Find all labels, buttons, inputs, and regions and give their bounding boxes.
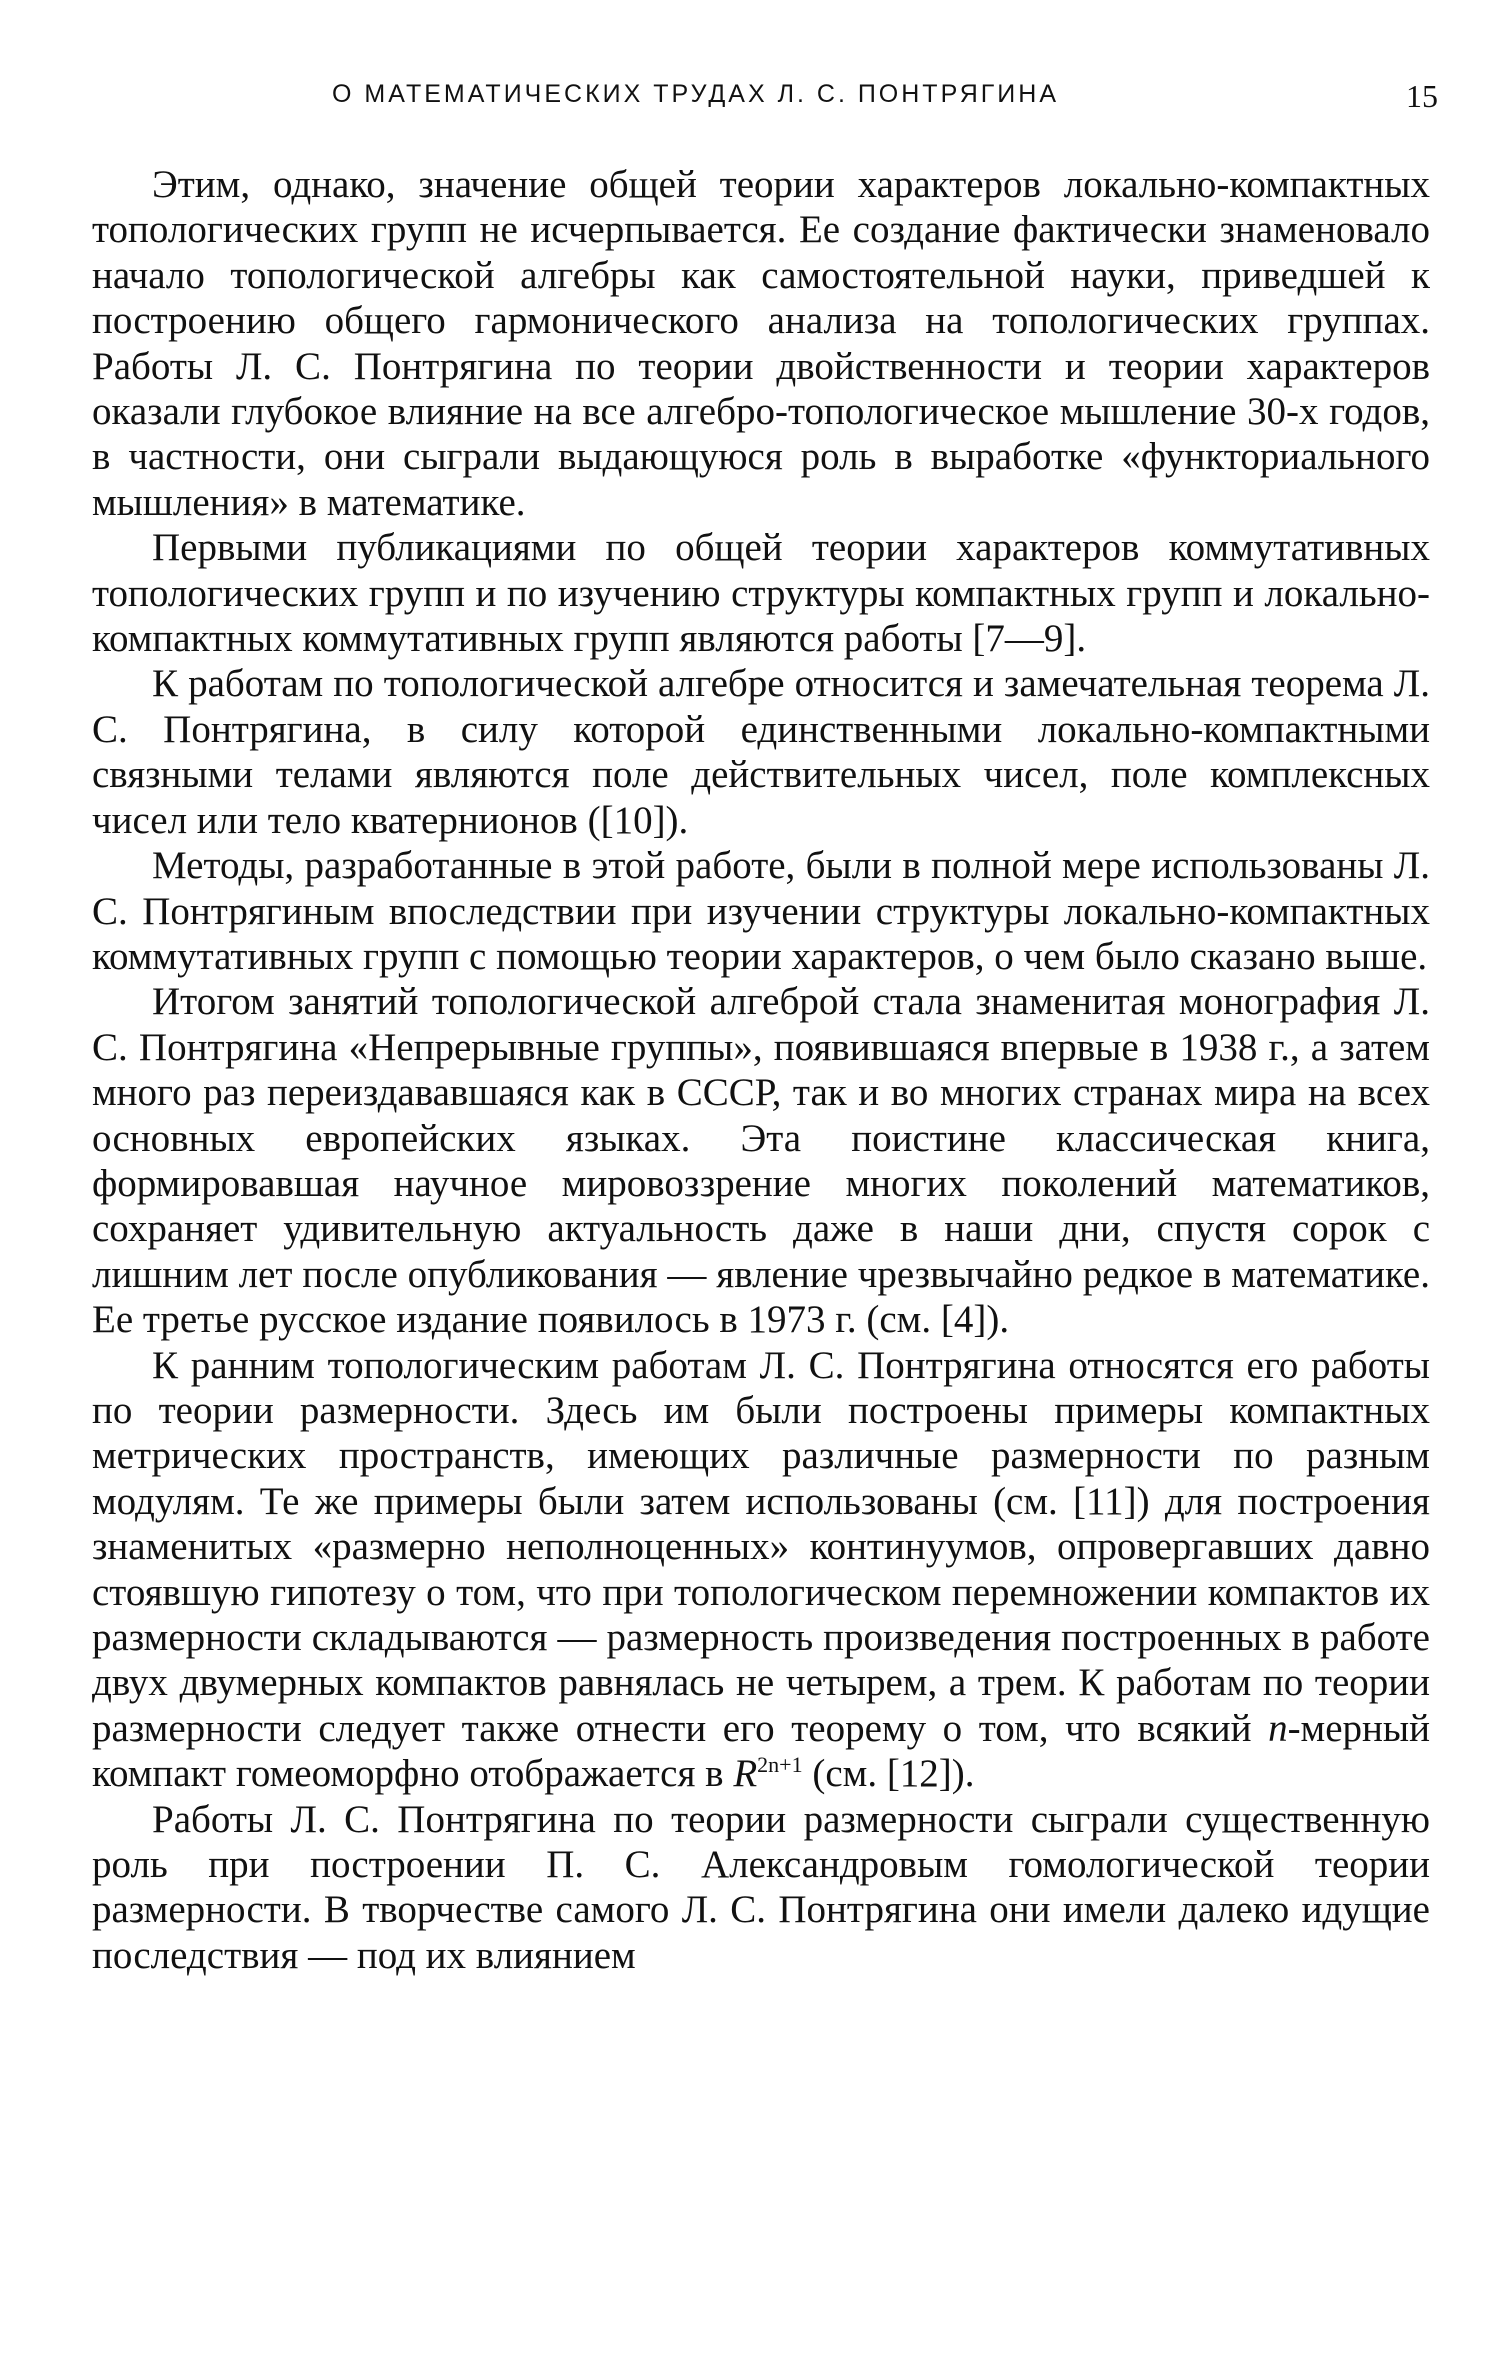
- paragraph-1: Этим, однако, значение общей теории характеров локально-компактных топологических групп не исчерпывается. Ее создание фактически знаменовало начало топологической алгебры как самостоятельной науки, приведшей к построению общего гармонического анализа на топологических группах. Работы Л. С. Понтрягина по теории двойственности и теории характеров оказали глубокое влияние на все алгебро-топологическое мышление 30-х годов, в частности, они сыграли выдающуюся роль в выработке «функториального мышления» в математике.: [92, 163, 1430, 524]
- paragraph-4: Методы, разработанные в этой работе, были в полной мере использованы Л. С. Понтрягиным впоследствии при изучении структуры локально-компактных коммутативных групп с помощью теории характеров, о чем было сказано выше.: [92, 844, 1430, 978]
- math-exponent: 2n+1: [757, 1752, 803, 1778]
- math-r: R: [733, 1752, 758, 1796]
- paragraph-6: [92, 1343, 1430, 1797]
- paragraph-6-text-mid: -мерный компакт гомеоморфно отображается в: [92, 1706, 1430, 1796]
- running-header: [92, 74, 1438, 114]
- page-number: 15: [1406, 78, 1438, 114]
- paragraph-6-text-before: К ранним топологическим работам Л. С. Понтрягина относятся его работы по теории размерности. Здесь им были построены примеры компактных метрических пространств, имеющих различные размерности по разным модулям. Те же примеры были затем использованы (см. [11]) для построения знаменитых «размерно неполноценных» континуумов, опровергавших давно стоявшую гипотезу о том, что при топологическом перемножении компактов их размерности складываются — размерность произведения построенных в работе двух двумерных компактов равнялась не четырем, а трем. К работам по теории размерности следует также отнести его теорему о том, что всякий: [92, 1343, 1430, 1750]
- article-body: [92, 162, 1430, 1978]
- paragraph-2: Первыми публикациями по общей теории характеров коммутативных топологических групп и по изучению структуры компактных групп и локально-компактных коммутативных групп являются работы [7—9].: [92, 526, 1430, 661]
- running-title: О МАТЕМАТИЧЕСКИХ ТРУДАХ Л. С. ПОНТРЯГИНА: [332, 80, 1059, 108]
- book-page: [92, 74, 1438, 1978]
- paragraph-7: Работы Л. С. Понтрягина по теории размерности сыграли существенную роль при построении П. С. Александровым гомологической теории размерности. В творчестве самого Л. С. Понтрягина они имели далеко идущие последствия — под их влиянием: [92, 1797, 1430, 1977]
- math-n: n: [1268, 1706, 1288, 1750]
- paragraph-6-text-after: (см. [12]).: [802, 1752, 975, 1796]
- paragraph-5: Итогом занятий топологической алгеброй стала знаменитая монография Л. С. Понтрягина «Непрерывные группы», появившаяся впервые в 1938 г., а затем много раз переиздававшаяся как в СССР, так и во многих странах мира на всех основных европейских языках. Эта поистине классическая книга, формировавшая научное мировоззрение многих поколений математиков, сохраняет удивительную актуальность даже в наши дни, спустя сорок с лишним лет после опубликования — явление чрезвычайно редкое в математике. Ее третье русское издание появилось в 1973 г. (см. [4]).: [92, 980, 1430, 1342]
- paragraph-3: К работам по топологической алгебре относится и замечательная теорема Л. С. Понтрягина, в силу которой единственными локально-компактными связными телами являются поле действительных чисел, поле комплексных чисел или тело кватернионов ([10]).: [92, 662, 1430, 842]
